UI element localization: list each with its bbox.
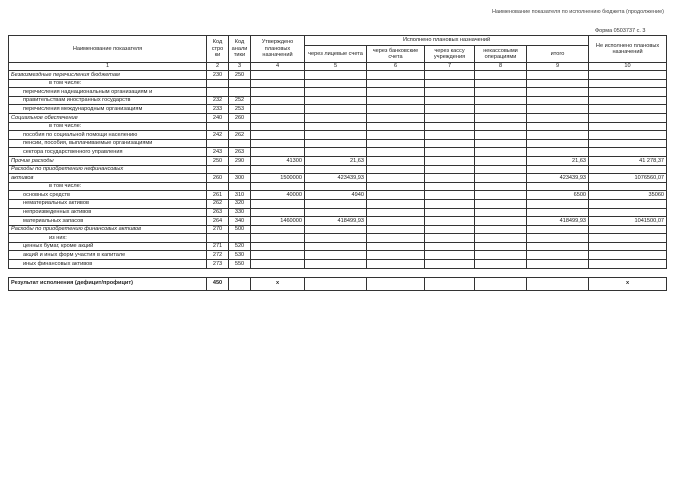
result-total <box>527 277 589 290</box>
col-number: 8 <box>475 63 527 71</box>
row-via-accounts <box>305 182 367 191</box>
row-noncash <box>475 105 527 114</box>
row-approved <box>251 208 305 217</box>
result-label: Результат исполнения (дефицит/профицит) <box>9 277 207 290</box>
row-line-code: 264 <box>207 217 229 226</box>
row-noncash <box>475 113 527 122</box>
row-total <box>527 96 589 105</box>
row-name: основных средств <box>9 191 207 200</box>
row-via-accounts: 4940 <box>305 191 367 200</box>
col-noncash-header: некассовыми операциями <box>475 46 527 63</box>
table-row <box>9 96 667 105</box>
form-code: Форма 0503737 с. 3 <box>595 28 646 34</box>
row-analytics-code <box>229 79 251 88</box>
row-via-accounts <box>305 148 367 157</box>
col-approved-header: Утверждено плановых назначений <box>251 36 305 63</box>
table-row <box>9 251 667 260</box>
table-header <box>9 36 667 71</box>
col-total-header: итого <box>527 46 589 63</box>
row-noncash <box>475 260 527 269</box>
row-name: перечисления наднациональным организациям и <box>9 88 207 97</box>
result-via-cash <box>425 277 475 290</box>
row-via-cash <box>425 208 475 217</box>
row-unexecuted <box>589 165 667 174</box>
row-via-accounts <box>305 225 367 234</box>
row-total <box>527 208 589 217</box>
row-analytics-code <box>229 122 251 131</box>
row-name: Безвозмездные перечисления бюджетам <box>9 71 207 80</box>
row-total <box>527 148 589 157</box>
row-unexecuted: 1076560,07 <box>589 174 667 183</box>
row-approved: 41300 <box>251 156 305 165</box>
row-approved <box>251 131 305 140</box>
col-number: 6 <box>367 63 425 71</box>
row-total: 418499,93 <box>527 217 589 226</box>
row-unexecuted <box>589 208 667 217</box>
row-total <box>527 199 589 208</box>
row-approved <box>251 260 305 269</box>
row-via-cash <box>425 234 475 243</box>
row-via-bank <box>367 79 425 88</box>
row-name: пособия по социальной помощи населению <box>9 131 207 140</box>
row-approved <box>251 234 305 243</box>
row-noncash <box>475 217 527 226</box>
row-via-accounts <box>305 165 367 174</box>
row-line-code: 250 <box>207 156 229 165</box>
row-line-code: 242 <box>207 131 229 140</box>
row-line-code: 261 <box>207 191 229 200</box>
row-line-code: 270 <box>207 225 229 234</box>
row-via-bank <box>367 139 425 148</box>
row-via-cash <box>425 225 475 234</box>
row-via-cash <box>425 148 475 157</box>
result-row <box>9 277 667 290</box>
col-line-code-header: Код стро ки <box>207 36 229 63</box>
row-via-accounts <box>305 234 367 243</box>
result-via-accounts <box>305 277 367 290</box>
table-row <box>9 139 667 148</box>
table-row <box>9 165 667 174</box>
row-analytics-code: 320 <box>229 199 251 208</box>
row-via-accounts: 21,63 <box>305 156 367 165</box>
row-approved <box>251 122 305 131</box>
row-noncash <box>475 139 527 148</box>
row-via-bank <box>367 174 425 183</box>
row-analytics-code: 252 <box>229 96 251 105</box>
row-unexecuted <box>589 260 667 269</box>
row-via-accounts <box>305 79 367 88</box>
table-row <box>9 260 667 269</box>
row-via-accounts <box>305 71 367 80</box>
row-line-code: 240 <box>207 113 229 122</box>
row-total <box>527 234 589 243</box>
result-unexecuted: x <box>589 277 667 290</box>
row-via-cash <box>425 122 475 131</box>
row-line-code <box>207 122 229 131</box>
row-line-code <box>207 79 229 88</box>
result-approved: x <box>251 277 305 290</box>
row-unexecuted <box>589 113 667 122</box>
col-via-cash-header: через кассу учреждения <box>425 46 475 63</box>
row-unexecuted <box>589 225 667 234</box>
row-via-bank <box>367 234 425 243</box>
row-via-cash <box>425 174 475 183</box>
result-line-code: 450 <box>207 277 229 290</box>
row-via-bank <box>367 131 425 140</box>
row-approved <box>251 139 305 148</box>
row-via-cash <box>425 191 475 200</box>
row-via-bank <box>367 156 425 165</box>
row-name: ценных бумаг, кроме акций <box>9 242 207 251</box>
col-number: 5 <box>305 63 367 71</box>
row-via-bank <box>367 88 425 97</box>
row-name: Социальное обеспечение <box>9 113 207 122</box>
col-number: 9 <box>527 63 589 71</box>
row-approved <box>251 113 305 122</box>
row-approved <box>251 225 305 234</box>
row-via-accounts: 418499,93 <box>305 217 367 226</box>
row-unexecuted: 41 278,37 <box>589 156 667 165</box>
row-name: в том числе: <box>9 182 207 191</box>
row-name: Расходы по приобретению нефинансовых <box>9 165 207 174</box>
row-via-cash <box>425 79 475 88</box>
row-via-bank <box>367 208 425 217</box>
row-approved <box>251 182 305 191</box>
row-via-cash <box>425 88 475 97</box>
expenditure-table <box>8 35 667 291</box>
row-via-bank <box>367 71 425 80</box>
row-name: правительствам иностранных государств <box>9 96 207 105</box>
row-approved <box>251 165 305 174</box>
row-name: в том числе: <box>9 79 207 88</box>
row-name: перечисления международным организациям <box>9 105 207 114</box>
row-total <box>527 71 589 80</box>
header-note: Наименование показателя по исполнению бюджета (продолжение) <box>492 9 664 15</box>
row-line-code: 273 <box>207 260 229 269</box>
col-number: 3 <box>229 63 251 71</box>
row-name: нематериальных активов <box>9 199 207 208</box>
column-number-row <box>9 63 667 71</box>
table-row <box>9 208 667 217</box>
row-via-accounts <box>305 131 367 140</box>
row-via-accounts <box>305 199 367 208</box>
row-noncash <box>475 165 527 174</box>
row-line-code: 230 <box>207 71 229 80</box>
row-total <box>527 251 589 260</box>
row-unexecuted <box>589 242 667 251</box>
row-noncash <box>475 122 527 131</box>
row-noncash <box>475 208 527 217</box>
spacer-row <box>9 268 667 277</box>
row-analytics-code: 253 <box>229 105 251 114</box>
row-approved <box>251 199 305 208</box>
table-row <box>9 182 667 191</box>
row-via-accounts <box>305 242 367 251</box>
row-line-code <box>207 234 229 243</box>
table-row <box>9 199 667 208</box>
row-total <box>527 79 589 88</box>
col-name-header: Наименование показателя <box>9 36 207 63</box>
table-row <box>9 156 667 165</box>
result-analytics-code <box>229 277 251 290</box>
row-name: Прочие расходы <box>9 156 207 165</box>
row-noncash <box>475 96 527 105</box>
table-row <box>9 131 667 140</box>
row-noncash <box>475 199 527 208</box>
row-via-accounts <box>305 251 367 260</box>
row-analytics-code: 250 <box>229 71 251 80</box>
row-unexecuted <box>589 234 667 243</box>
row-noncash <box>475 225 527 234</box>
col-number: 10 <box>589 63 667 71</box>
row-via-accounts <box>305 105 367 114</box>
row-analytics-code <box>229 88 251 97</box>
row-via-accounts <box>305 88 367 97</box>
row-line-code: 232 <box>207 96 229 105</box>
row-via-bank <box>367 165 425 174</box>
row-name: активов <box>9 174 207 183</box>
col-number: 7 <box>425 63 475 71</box>
row-line-code <box>207 139 229 148</box>
table-row <box>9 225 667 234</box>
row-via-bank <box>367 105 425 114</box>
row-unexecuted: 35060 <box>589 191 667 200</box>
col-unexecuted-header: Не исполнено плановых назначений <box>589 36 667 63</box>
row-unexecuted <box>589 71 667 80</box>
row-unexecuted <box>589 96 667 105</box>
row-via-bank <box>367 191 425 200</box>
row-total <box>527 165 589 174</box>
row-via-cash <box>425 96 475 105</box>
row-line-code: 271 <box>207 242 229 251</box>
row-approved <box>251 251 305 260</box>
row-total <box>527 225 589 234</box>
row-via-bank <box>367 148 425 157</box>
row-via-bank <box>367 96 425 105</box>
row-approved <box>251 79 305 88</box>
row-analytics-code: 530 <box>229 251 251 260</box>
table-row <box>9 105 667 114</box>
row-analytics-code: 263 <box>229 148 251 157</box>
table-row <box>9 191 667 200</box>
row-line-code: 243 <box>207 148 229 157</box>
row-analytics-code <box>229 165 251 174</box>
row-analytics-code: 290 <box>229 156 251 165</box>
row-total <box>527 131 589 140</box>
result-section <box>9 268 667 290</box>
row-analytics-code: 550 <box>229 260 251 269</box>
row-name: акций и иных форм участия в капитале <box>9 251 207 260</box>
row-via-cash <box>425 260 475 269</box>
row-total <box>527 122 589 131</box>
row-unexecuted <box>589 122 667 131</box>
row-via-bank <box>367 251 425 260</box>
row-unexecuted <box>589 88 667 97</box>
row-approved <box>251 242 305 251</box>
row-noncash <box>475 191 527 200</box>
col-execution-group-header: Исполнено плановых назначений <box>305 36 589 46</box>
row-total: 6500 <box>527 191 589 200</box>
table-row <box>9 148 667 157</box>
row-via-bank <box>367 199 425 208</box>
row-via-accounts <box>305 208 367 217</box>
row-via-cash <box>425 113 475 122</box>
table-row <box>9 122 667 131</box>
row-name: пенсии, пособия, выплачиваемые организациями <box>9 139 207 148</box>
row-via-cash <box>425 217 475 226</box>
row-via-cash <box>425 165 475 174</box>
row-total: 21,63 <box>527 156 589 165</box>
row-analytics-code: 520 <box>229 242 251 251</box>
row-approved <box>251 148 305 157</box>
row-name: из них: <box>9 234 207 243</box>
row-via-cash <box>425 251 475 260</box>
row-via-bank <box>367 217 425 226</box>
row-total <box>527 182 589 191</box>
row-via-bank <box>367 182 425 191</box>
row-approved: 40000 <box>251 191 305 200</box>
row-line-code: 260 <box>207 174 229 183</box>
row-approved <box>251 88 305 97</box>
row-noncash <box>475 182 527 191</box>
row-via-accounts <box>305 113 367 122</box>
table-row <box>9 88 667 97</box>
result-noncash <box>475 277 527 290</box>
row-line-code: 233 <box>207 105 229 114</box>
row-analytics-code <box>229 234 251 243</box>
row-approved <box>251 105 305 114</box>
row-analytics-code <box>229 182 251 191</box>
row-name: Расходы по приобретению финансовых активов <box>9 225 207 234</box>
col-via-bank-header: через банковские счета <box>367 46 425 63</box>
result-via-bank <box>367 277 425 290</box>
row-via-cash <box>425 71 475 80</box>
row-noncash <box>475 174 527 183</box>
row-line-code: 262 <box>207 199 229 208</box>
row-via-accounts <box>305 260 367 269</box>
col-number: 4 <box>251 63 305 71</box>
row-line-code <box>207 165 229 174</box>
row-noncash <box>475 88 527 97</box>
row-analytics-code: 262 <box>229 131 251 140</box>
row-approved <box>251 71 305 80</box>
row-via-accounts: 423439,93 <box>305 174 367 183</box>
row-line-code: 263 <box>207 208 229 217</box>
row-unexecuted <box>589 148 667 157</box>
row-via-accounts <box>305 96 367 105</box>
row-analytics-code: 330 <box>229 208 251 217</box>
row-total: 423439,93 <box>527 174 589 183</box>
row-name: в том числе: <box>9 122 207 131</box>
row-name: иных финансовых активов <box>9 260 207 269</box>
row-analytics-code: 300 <box>229 174 251 183</box>
row-analytics-code: 500 <box>229 225 251 234</box>
row-via-cash <box>425 199 475 208</box>
row-noncash <box>475 156 527 165</box>
row-via-bank <box>367 122 425 131</box>
row-approved: 1460000 <box>251 217 305 226</box>
row-analytics-code: 310 <box>229 191 251 200</box>
row-via-cash <box>425 182 475 191</box>
row-analytics-code: 260 <box>229 113 251 122</box>
row-via-cash <box>425 242 475 251</box>
table-row <box>9 217 667 226</box>
row-total <box>527 88 589 97</box>
row-unexecuted <box>589 79 667 88</box>
row-via-bank <box>367 260 425 269</box>
row-analytics-code <box>229 139 251 148</box>
row-line-code <box>207 182 229 191</box>
table-row <box>9 234 667 243</box>
table-row <box>9 174 667 183</box>
row-line-code: 272 <box>207 251 229 260</box>
row-noncash <box>475 148 527 157</box>
row-via-cash <box>425 105 475 114</box>
row-line-code <box>207 88 229 97</box>
row-approved <box>251 96 305 105</box>
table-row <box>9 71 667 80</box>
row-unexecuted <box>589 131 667 140</box>
row-noncash <box>475 251 527 260</box>
row-noncash <box>475 71 527 80</box>
row-analytics-code: 340 <box>229 217 251 226</box>
row-via-accounts <box>305 122 367 131</box>
row-total <box>527 242 589 251</box>
row-via-bank <box>367 242 425 251</box>
col-via-accounts-header: через лицевые счета <box>305 46 367 63</box>
row-name: непроизведенных активов <box>9 208 207 217</box>
row-via-cash <box>425 131 475 140</box>
row-via-bank <box>367 225 425 234</box>
row-unexecuted: 1041500,07 <box>589 217 667 226</box>
row-noncash <box>475 131 527 140</box>
table-row <box>9 79 667 88</box>
table-row <box>9 113 667 122</box>
row-via-accounts <box>305 139 367 148</box>
table-body <box>9 71 667 269</box>
col-number: 1 <box>9 63 207 71</box>
row-name: сектора государственного управления <box>9 148 207 157</box>
row-unexecuted <box>589 139 667 148</box>
row-unexecuted <box>589 199 667 208</box>
row-total <box>527 113 589 122</box>
table-row <box>9 242 667 251</box>
row-total <box>527 260 589 269</box>
row-noncash <box>475 79 527 88</box>
row-via-cash <box>425 139 475 148</box>
row-unexecuted <box>589 105 667 114</box>
row-via-cash <box>425 156 475 165</box>
row-unexecuted <box>589 182 667 191</box>
row-via-bank <box>367 113 425 122</box>
row-approved: 1500000 <box>251 174 305 183</box>
row-noncash <box>475 242 527 251</box>
col-analytics-code-header: Код анали тики <box>229 36 251 63</box>
row-noncash <box>475 234 527 243</box>
row-unexecuted <box>589 251 667 260</box>
col-number: 2 <box>207 63 229 71</box>
row-name: материальных запасов <box>9 217 207 226</box>
row-total <box>527 139 589 148</box>
row-total <box>527 105 589 114</box>
